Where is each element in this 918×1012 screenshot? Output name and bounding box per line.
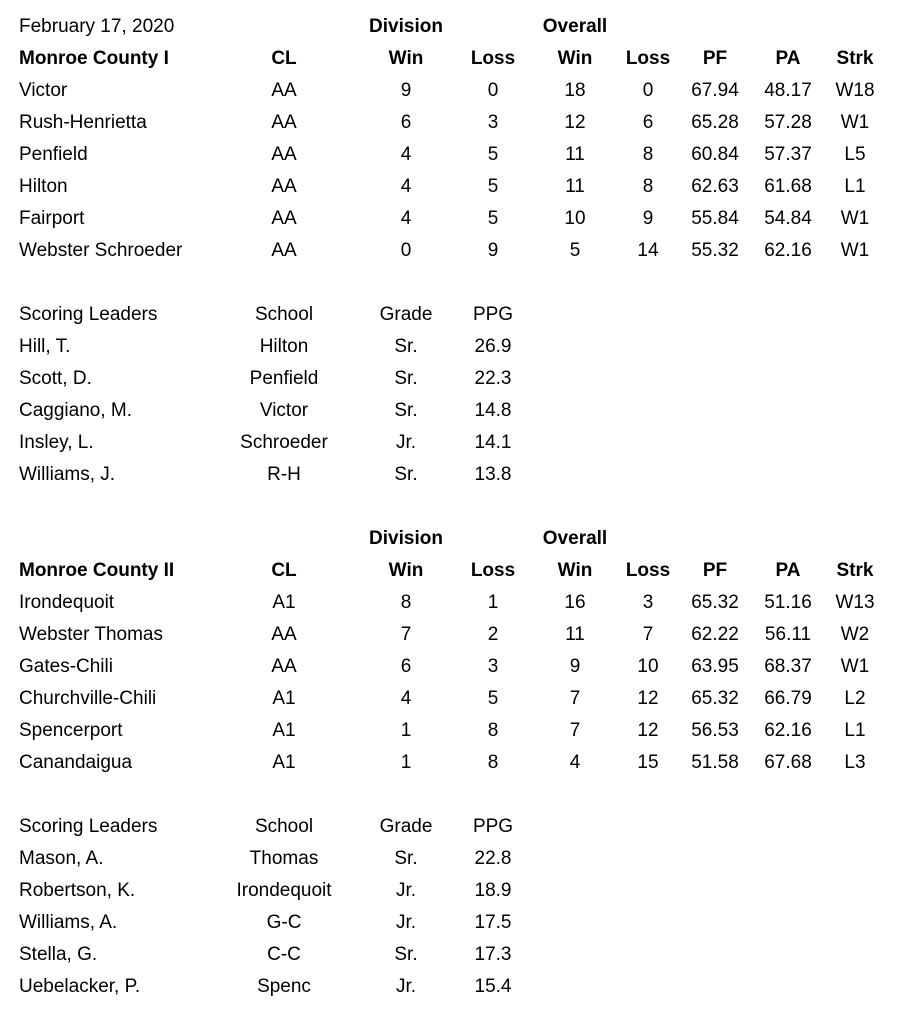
team-div-loss: 5 bbox=[487, 208, 499, 229]
column-header-ovr_loss: Loss bbox=[625, 560, 671, 581]
leader-grade: Sr. bbox=[394, 848, 418, 869]
leader-ppg: 18.9 bbox=[474, 880, 512, 901]
team-name: Hilton bbox=[19, 176, 68, 197]
leader-school: Penfield bbox=[249, 368, 319, 389]
team-name: Canandaigua bbox=[19, 752, 133, 773]
leader-row bbox=[0, 363, 918, 395]
column-header-div_loss: Loss bbox=[470, 560, 516, 581]
team-pf: 55.84 bbox=[691, 208, 739, 229]
standings-header-row bbox=[0, 555, 918, 587]
leader-row bbox=[0, 907, 918, 939]
team-name: Fairport bbox=[19, 208, 85, 229]
team-ovr-win: 5 bbox=[569, 240, 581, 261]
leader-grade: Jr. bbox=[395, 880, 417, 901]
leaders-title: Scoring Leaders bbox=[19, 304, 158, 325]
team-div-loss: 0 bbox=[487, 80, 499, 101]
team-strk: L2 bbox=[844, 688, 866, 709]
team-ovr-loss: 6 bbox=[642, 112, 654, 133]
leader-grade: Jr. bbox=[395, 976, 417, 997]
column-header-pa: PA bbox=[775, 48, 801, 69]
team-ovr-win: 11 bbox=[565, 176, 585, 197]
team-ovr-win: 4 bbox=[569, 752, 581, 773]
team-pa: 62.16 bbox=[764, 720, 812, 741]
leaders-header-row bbox=[0, 811, 918, 843]
team-div-win: 1 bbox=[400, 720, 412, 741]
leader-school: Schroeder bbox=[240, 432, 328, 453]
leader-name: Hill, T. bbox=[19, 336, 71, 357]
standings-header-row bbox=[0, 43, 918, 75]
team-cl: AA bbox=[271, 624, 297, 645]
team-ovr-win: 16 bbox=[564, 592, 586, 613]
team-row bbox=[0, 715, 918, 747]
team-pf: 63.95 bbox=[691, 656, 739, 677]
team-div-win: 6 bbox=[400, 656, 412, 677]
team-pa: 54.84 bbox=[764, 208, 812, 229]
leaders-header-school: School bbox=[254, 816, 314, 837]
team-ovr-loss: 15 bbox=[637, 752, 659, 773]
division-title: Monroe County II bbox=[19, 560, 175, 581]
team-pf: 62.22 bbox=[691, 624, 739, 645]
leader-name: Insley, L. bbox=[19, 432, 94, 453]
team-div-win: 4 bbox=[400, 176, 412, 197]
team-ovr-win: 10 bbox=[564, 208, 586, 229]
team-pf: 65.32 bbox=[691, 592, 739, 613]
leaders-header-grade: Grade bbox=[379, 816, 433, 837]
leader-ppg: 14.1 bbox=[474, 432, 512, 453]
leaders-header-ppg: PPG bbox=[472, 304, 514, 325]
team-row bbox=[0, 651, 918, 683]
leaders-title: Scoring Leaders bbox=[19, 816, 158, 837]
team-div-loss: 5 bbox=[487, 176, 499, 197]
leader-name: Stella, G. bbox=[19, 944, 98, 965]
team-pf: 67.94 bbox=[691, 80, 739, 101]
team-div-loss: 3 bbox=[487, 112, 499, 133]
leaders-header-row bbox=[0, 299, 918, 331]
leader-grade: Sr. bbox=[394, 336, 418, 357]
leader-grade: Jr. bbox=[395, 912, 417, 933]
leader-row bbox=[0, 459, 918, 491]
team-ovr-loss: 10 bbox=[637, 656, 659, 677]
leader-grade: Sr. bbox=[394, 464, 418, 485]
team-name: Irondequoit bbox=[19, 592, 115, 613]
team-div-loss: 8 bbox=[487, 752, 499, 773]
team-ovr-loss: 12 bbox=[637, 720, 659, 741]
team-pf: 60.84 bbox=[691, 144, 739, 165]
leader-name: Williams, J. bbox=[19, 464, 116, 485]
team-pa: 61.68 bbox=[764, 176, 812, 197]
team-ovr-loss: 12 bbox=[637, 688, 659, 709]
team-pa: 57.28 bbox=[764, 112, 812, 133]
team-name: Webster Schroeder bbox=[19, 240, 183, 261]
leader-grade: Jr. bbox=[395, 432, 417, 453]
team-div-win: 7 bbox=[400, 624, 412, 645]
team-row bbox=[0, 107, 918, 139]
team-pf: 65.28 bbox=[691, 112, 739, 133]
team-cl: A1 bbox=[272, 752, 296, 773]
team-cl: AA bbox=[271, 144, 297, 165]
leader-ppg: 13.8 bbox=[474, 464, 512, 485]
leader-ppg: 17.3 bbox=[474, 944, 512, 965]
leader-grade: Sr. bbox=[394, 944, 418, 965]
team-pa: 66.79 bbox=[764, 688, 812, 709]
column-header-cl: CL bbox=[271, 48, 297, 69]
leader-school: Spenc bbox=[257, 976, 311, 997]
team-strk: W13 bbox=[835, 592, 875, 613]
team-strk: L3 bbox=[844, 752, 866, 773]
team-row bbox=[0, 747, 918, 779]
team-strk: W1 bbox=[840, 112, 870, 133]
team-div-win: 4 bbox=[400, 144, 412, 165]
leader-ppg: 17.5 bbox=[474, 912, 512, 933]
column-header-ovr_win: Win bbox=[557, 560, 593, 581]
team-pa: 56.11 bbox=[764, 624, 812, 645]
team-name: Spencerport bbox=[19, 720, 123, 741]
team-pa: 62.16 bbox=[764, 240, 812, 261]
team-strk: W2 bbox=[840, 624, 870, 645]
report-date: February 17, 2020 bbox=[19, 16, 175, 37]
leader-ppg: 14.8 bbox=[474, 400, 512, 421]
date-row bbox=[0, 11, 918, 43]
team-row bbox=[0, 587, 918, 619]
team-div-win: 1 bbox=[400, 752, 412, 773]
column-header-ovr_win: Win bbox=[557, 48, 593, 69]
team-div-win: 6 bbox=[400, 112, 412, 133]
group-label-row bbox=[0, 523, 918, 555]
team-name: Churchville-Chili bbox=[19, 688, 157, 709]
team-pa: 67.68 bbox=[764, 752, 812, 773]
team-row bbox=[0, 139, 918, 171]
team-div-loss: 5 bbox=[487, 144, 499, 165]
team-pa: 68.37 bbox=[764, 656, 812, 677]
team-div-loss: 1 bbox=[487, 592, 499, 613]
column-header-div_win: Win bbox=[388, 48, 424, 69]
team-name: Penfield bbox=[19, 144, 88, 165]
column-header-div_win: Win bbox=[388, 560, 424, 581]
team-ovr-win: 7 bbox=[569, 720, 581, 741]
leader-row bbox=[0, 427, 918, 459]
team-div-loss: 5 bbox=[487, 688, 499, 709]
team-pf: 62.63 bbox=[691, 176, 739, 197]
team-row bbox=[0, 75, 918, 107]
leader-ppg: 22.8 bbox=[474, 848, 512, 869]
leader-row bbox=[0, 395, 918, 427]
team-cl: AA bbox=[271, 176, 297, 197]
column-header-strk: Strk bbox=[836, 48, 874, 69]
team-name: Webster Thomas bbox=[19, 624, 163, 645]
leader-row bbox=[0, 939, 918, 971]
team-row bbox=[0, 683, 918, 715]
team-cl: AA bbox=[271, 656, 297, 677]
team-strk: W1 bbox=[840, 240, 870, 261]
leader-school: Irondequoit bbox=[236, 880, 332, 901]
leaders-header-grade: Grade bbox=[379, 304, 433, 325]
team-div-win: 9 bbox=[400, 80, 412, 101]
team-ovr-win: 11 bbox=[565, 144, 585, 165]
division-title: Monroe County I bbox=[19, 48, 169, 69]
team-pf: 65.32 bbox=[691, 688, 739, 709]
team-ovr-win: 7 bbox=[569, 688, 581, 709]
team-name: Gates-Chili bbox=[19, 656, 113, 677]
team-cl: AA bbox=[271, 80, 297, 101]
column-header-strk: Strk bbox=[836, 560, 874, 581]
team-div-loss: 8 bbox=[487, 720, 499, 741]
team-ovr-loss: 8 bbox=[642, 176, 654, 197]
team-strk: L1 bbox=[844, 720, 866, 741]
team-cl: AA bbox=[271, 208, 297, 229]
team-ovr-loss: 3 bbox=[642, 592, 654, 613]
leader-school: G-C bbox=[266, 912, 302, 933]
leader-ppg: 15.4 bbox=[474, 976, 512, 997]
leader-name: Caggiano, M. bbox=[19, 400, 133, 421]
team-div-win: 8 bbox=[400, 592, 412, 613]
team-strk: W1 bbox=[840, 656, 870, 677]
leader-ppg: 22.3 bbox=[474, 368, 512, 389]
leader-school: C-C bbox=[267, 944, 301, 965]
team-row bbox=[0, 619, 918, 651]
division-group-label: Division bbox=[369, 16, 443, 37]
column-header-div_loss: Loss bbox=[470, 48, 516, 69]
leader-school: R-H bbox=[267, 464, 301, 485]
team-div-loss: 2 bbox=[487, 624, 499, 645]
column-header-pf: PF bbox=[702, 48, 728, 69]
team-pa: 57.37 bbox=[764, 144, 812, 165]
team-div-win: 4 bbox=[400, 688, 412, 709]
team-pa: 51.16 bbox=[764, 592, 812, 613]
leader-row bbox=[0, 843, 918, 875]
column-header-ovr_loss: Loss bbox=[625, 48, 671, 69]
team-row bbox=[0, 203, 918, 235]
leader-name: Uebelacker, P. bbox=[19, 976, 141, 997]
leader-name: Scott, D. bbox=[19, 368, 92, 389]
leader-name: Mason, A. bbox=[19, 848, 104, 869]
team-cl: A1 bbox=[272, 688, 296, 709]
leader-row bbox=[0, 875, 918, 907]
team-ovr-loss: 14 bbox=[637, 240, 659, 261]
overall-group-label: Overall bbox=[542, 528, 608, 549]
team-ovr-loss: 7 bbox=[642, 624, 654, 645]
team-ovr-win: 18 bbox=[564, 80, 586, 101]
leaders-header-ppg: PPG bbox=[472, 816, 514, 837]
team-ovr-win: 12 bbox=[564, 112, 586, 133]
leader-grade: Sr. bbox=[394, 368, 418, 389]
leader-ppg: 26.9 bbox=[474, 336, 512, 357]
team-cl: AA bbox=[271, 240, 297, 261]
overall-group-label: Overall bbox=[542, 16, 608, 37]
team-div-win: 4 bbox=[400, 208, 412, 229]
team-pf: 56.53 bbox=[691, 720, 739, 741]
team-ovr-win: 11 bbox=[565, 624, 585, 645]
leader-grade: Sr. bbox=[394, 400, 418, 421]
column-header-pf: PF bbox=[702, 560, 728, 581]
team-strk: W18 bbox=[835, 80, 875, 101]
leader-name: Williams, A. bbox=[19, 912, 118, 933]
team-strk: W1 bbox=[840, 208, 870, 229]
team-strk: L5 bbox=[844, 144, 866, 165]
team-row bbox=[0, 235, 918, 267]
team-ovr-loss: 9 bbox=[642, 208, 654, 229]
team-ovr-loss: 0 bbox=[642, 80, 654, 101]
team-div-loss: 3 bbox=[487, 656, 499, 677]
team-div-loss: 9 bbox=[487, 240, 499, 261]
leader-school: Hilton bbox=[259, 336, 309, 357]
leader-row bbox=[0, 971, 918, 1003]
leader-school: Victor bbox=[259, 400, 309, 421]
team-div-win: 0 bbox=[400, 240, 412, 261]
team-pa: 48.17 bbox=[764, 80, 812, 101]
leader-school: Thomas bbox=[249, 848, 319, 869]
division-group-label: Division bbox=[369, 528, 443, 549]
team-pf: 55.32 bbox=[691, 240, 739, 261]
team-cl: A1 bbox=[272, 720, 296, 741]
team-cl: AA bbox=[271, 112, 297, 133]
column-header-cl: CL bbox=[271, 560, 297, 581]
team-ovr-loss: 8 bbox=[642, 144, 654, 165]
team-pf: 51.58 bbox=[691, 752, 739, 773]
leader-row bbox=[0, 331, 918, 363]
leaders-header-school: School bbox=[254, 304, 314, 325]
team-ovr-win: 9 bbox=[569, 656, 581, 677]
team-cl: A1 bbox=[272, 592, 296, 613]
team-name: Rush-Henrietta bbox=[19, 112, 147, 133]
team-row bbox=[0, 171, 918, 203]
leader-name: Robertson, K. bbox=[19, 880, 136, 901]
team-name: Victor bbox=[19, 80, 68, 101]
column-header-pa: PA bbox=[775, 560, 801, 581]
team-strk: L1 bbox=[844, 176, 866, 197]
